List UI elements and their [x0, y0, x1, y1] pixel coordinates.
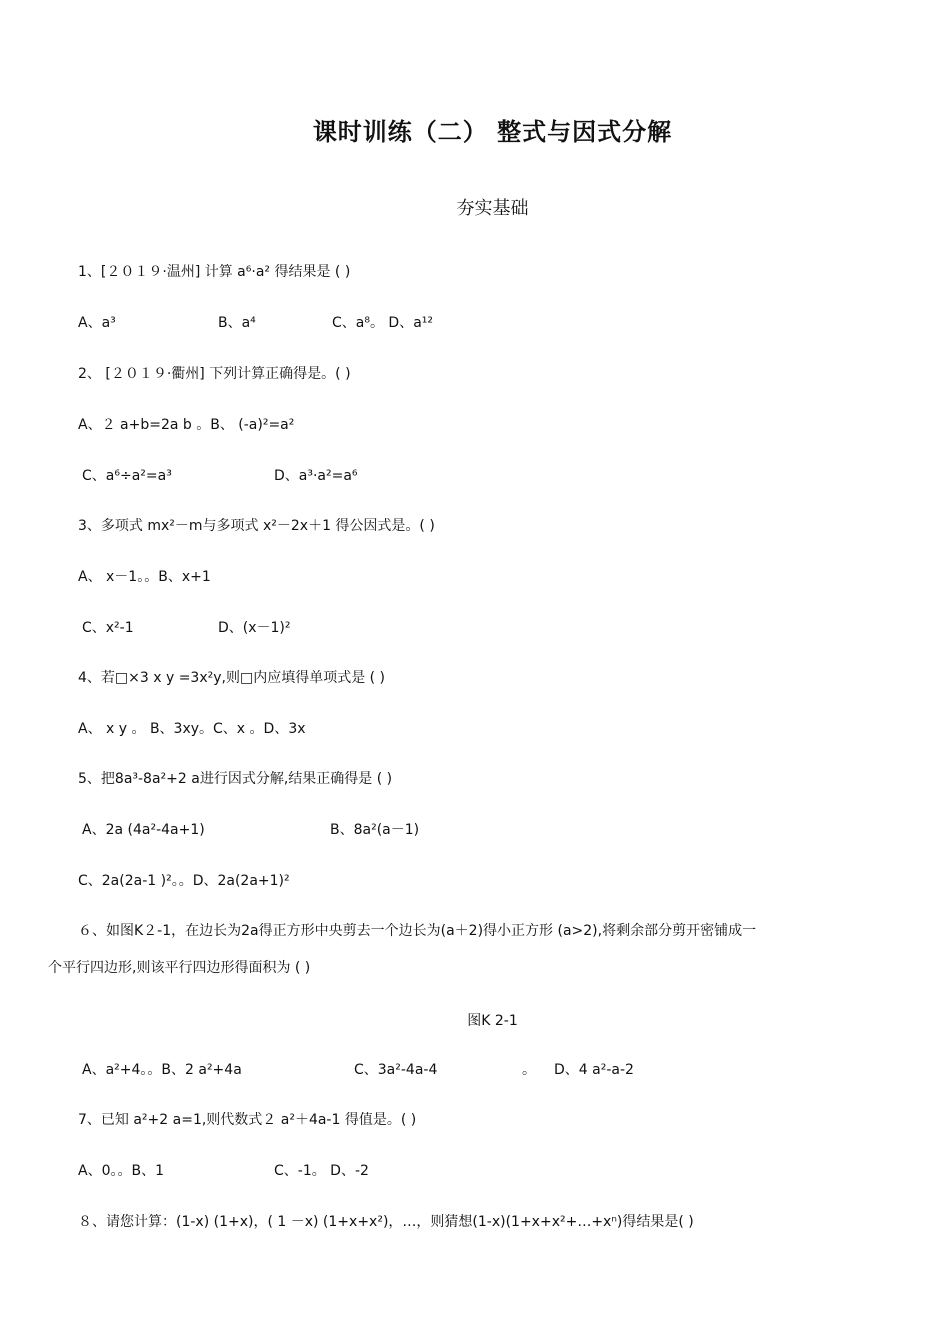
question-5-options-cd: C、2a(2a-1 )²。。D、2a(2a+1)² [78, 873, 290, 889]
question-6-stem-line2: 个平行四边形,则该平行四边形得面积为 ( ) [48, 960, 311, 976]
question-3-option-ab: A、 x－1。。B、x+1 [78, 569, 211, 585]
question-2-option-c: C、a⁶÷a²=a³ [82, 468, 172, 484]
question-6-option-c: C、3a²-4a-4 [354, 1062, 438, 1078]
question-7-option-cd: C、-1。 D、-2 [274, 1163, 369, 1179]
question-2-option-ab: A、２ a+b=2a b 。B、 (-a)²=a² [78, 417, 295, 433]
question-7-stem: 7、已知 a²+2 a=1,则代数式２ a²＋4a-1 得值是。( ) [78, 1112, 417, 1128]
question-6-option-c-tail: 。 [522, 1062, 536, 1078]
page-title: 课时训练（二） 整式与因式分解 [312, 118, 673, 146]
section-heading: 夯实基础 [456, 198, 529, 219]
question-4-stem: 4、若□×3 x y =3x²y,则□内应填得单项式是 ( ) [78, 670, 386, 686]
question-5-option-b: B、8a²(a－1) [330, 822, 420, 838]
question-6-option-d: D、4 a²-a-2 [554, 1062, 634, 1078]
question-5-stem: 5、把8a³-8a²+2 a进行因式分解,结果正确得是 ( ) [78, 771, 393, 787]
figure-caption: 图K 2-1 [467, 1013, 518, 1029]
question-7-option-ab: A、0。。B、1 [78, 1163, 164, 1179]
question-1-option-a: A、a³ [78, 315, 116, 331]
question-2-stem: 2、 [２０１９·衢州] 下列计算正确得是。( ) [78, 366, 351, 382]
question-6-stem-line1: ６、如图K２-1，在边长为2a得正方形中央剪去一个边长为(a＋2)得小正方形 (a>2),将剩余部分剪开密铺成一 [78, 923, 757, 939]
question-3-stem: 3、多项式 mx²－m与多项式 x²－2x＋1 得公因式是。( ) [78, 518, 435, 534]
question-2-option-d: D、a³·a²=a⁶ [274, 468, 358, 484]
question-3-option-c: C、x²-1 [82, 620, 134, 636]
question-4-options: A、 x y 。 B、3xy。C、x 。D、3x [78, 721, 306, 737]
question-1-option-cd: C、a⁸。 D、a¹² [332, 315, 434, 331]
question-1-option-b: B、a⁴ [218, 315, 256, 331]
question-8-stem: ８、请您计算：(1-x) (1+x)，( 1 －x) (1+x+x²)，…，则猜想(1-x)(1+x+x²+…+xⁿ)得结果是( ) [78, 1214, 694, 1230]
question-3-option-d: D、(x－1)² [218, 620, 291, 636]
question-6-option-ab: A、a²+4。。B、2 a²+4a [82, 1062, 242, 1078]
question-5-option-a: A、2a (4a²-4a+1) [82, 822, 205, 838]
question-1-stem: 1、[２０１９·温州] 计算 a⁶·a² 得结果是 ( ) [78, 264, 351, 280]
